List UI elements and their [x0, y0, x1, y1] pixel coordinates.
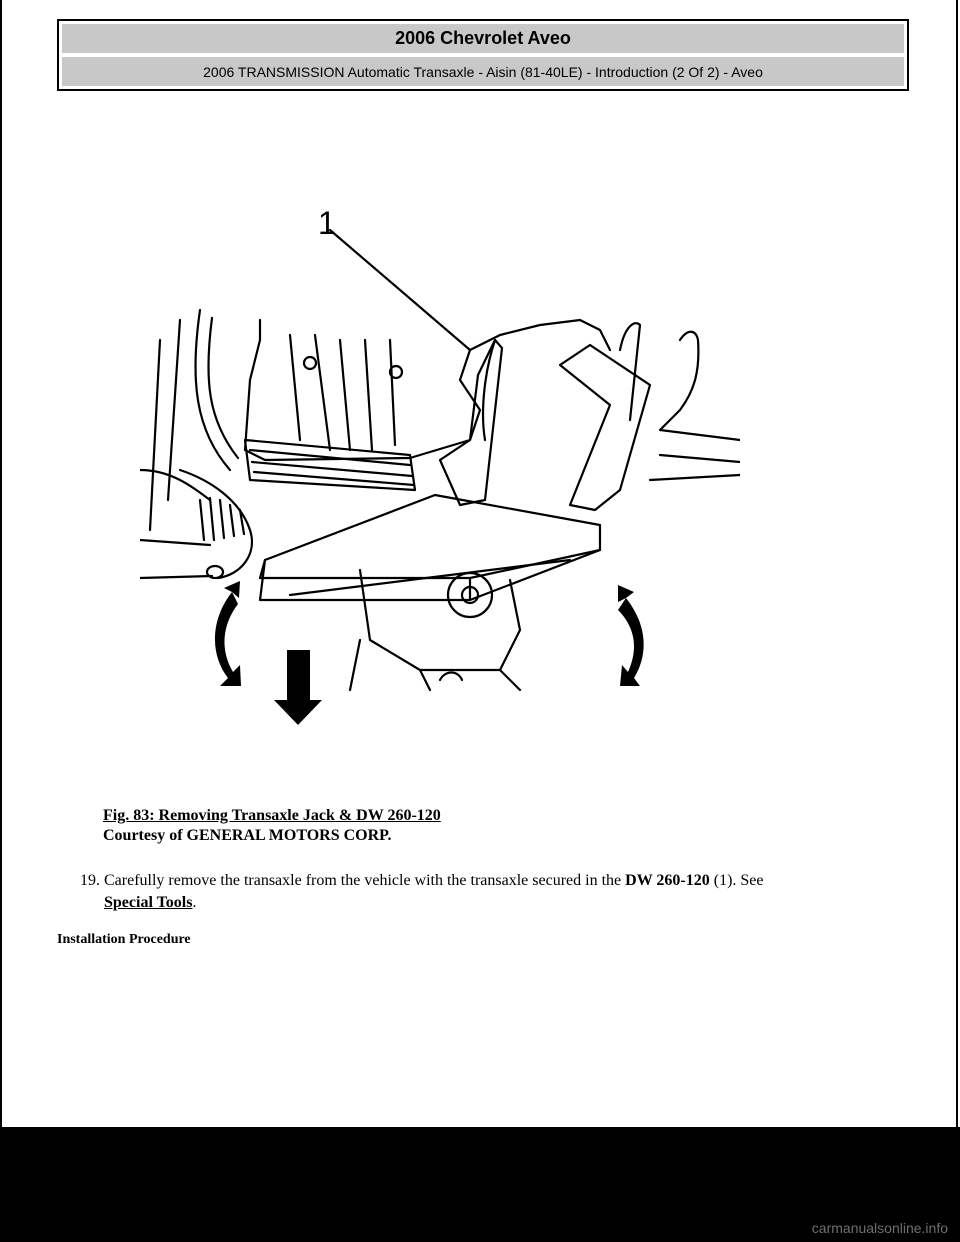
callout-leader: [330, 230, 470, 350]
step-text-after: (1). See: [709, 872, 764, 889]
step-number: 19.: [80, 872, 100, 889]
step-end: .: [192, 894, 197, 911]
rotate-right-arrow: [618, 598, 644, 686]
footer-bar: [0, 1127, 960, 1242]
watermark-text: carmanualsonline.info: [811, 1220, 948, 1236]
figure-caption: [103, 806, 441, 846]
special-tools-link[interactable]: Special Tools: [104, 894, 193, 911]
section-heading: Installation Procedure: [57, 932, 191, 947]
step-text: [104, 870, 884, 914]
rotate-left-arrow: [215, 592, 241, 686]
jack-fixture: [440, 340, 502, 505]
step-tool: DW 260-120: [625, 872, 710, 889]
document-header: [57, 19, 909, 91]
header-title: 2006 Chevrolet Aveo: [62, 24, 904, 53]
callout-number: 1: [318, 205, 336, 241]
figure-title-link[interactable]: Fig. 83: Removing Transaxle Jack & DW 260-120: [103, 807, 441, 824]
figure-credit: Courtesy of GENERAL MOTORS CORP.: [103, 827, 392, 844]
jack-platform: [260, 495, 600, 578]
transaxle-jack-illustration: [140, 200, 740, 730]
header-subtitle: 2006 TRANSMISSION Automatic Transaxle - Aisin (81-40LE) - Introduction (2 Of 2) - Aveo: [62, 57, 904, 86]
lower-down-arrow: [274, 650, 322, 725]
step-text-before: Carefully remove the transaxle from the vehicle with the transaxle secured in the: [104, 872, 626, 889]
